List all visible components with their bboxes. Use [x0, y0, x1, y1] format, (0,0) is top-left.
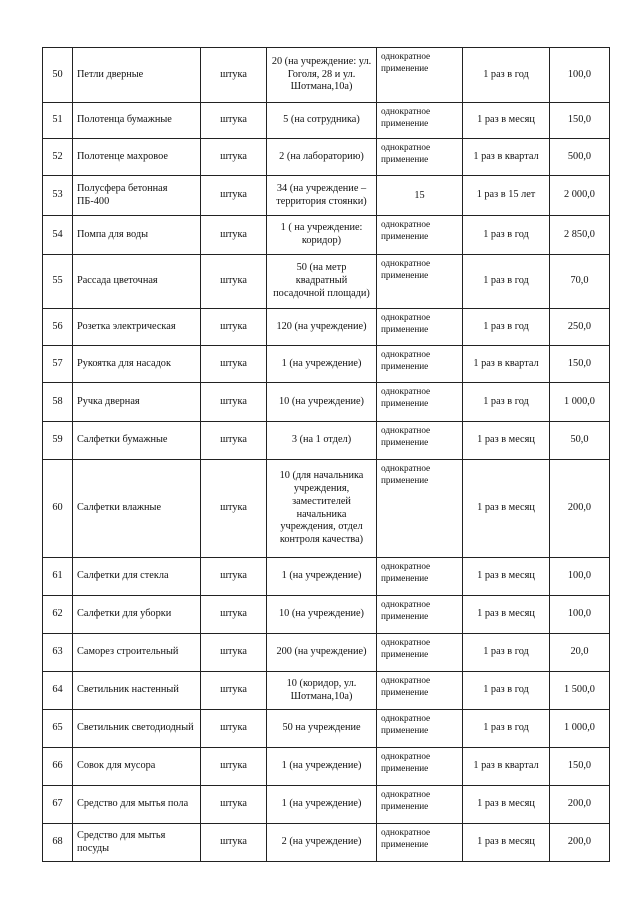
- frequency-cell: 1 раз в месяц: [463, 786, 550, 824]
- usage-term-cell: однократное применение: [377, 634, 463, 672]
- norms-table: [42, 47, 610, 862]
- frequency-cell: 1 раз в год: [463, 255, 550, 309]
- row-number-cell: 67: [43, 786, 73, 824]
- unit-of-measure-cell: штука: [201, 139, 267, 176]
- unit-of-measure-cell: штука: [201, 176, 267, 216]
- price-cell: 1 000,0: [550, 710, 610, 748]
- usage-term-cell: однократное применение: [377, 255, 463, 309]
- frequency-cell: 1 раз в год: [463, 216, 550, 255]
- price-cell: 100,0: [550, 558, 610, 596]
- table-row: [43, 786, 610, 824]
- quantity-cell: 50 на учреждение: [267, 710, 377, 748]
- table-row: [43, 634, 610, 672]
- quantity-cell: 1 (на учреждение): [267, 346, 377, 383]
- table-row: [43, 139, 610, 176]
- price-cell: 2 000,0: [550, 176, 610, 216]
- frequency-cell: 1 раз в год: [463, 672, 550, 710]
- row-number-cell: 54: [43, 216, 73, 255]
- unit-of-measure-cell: штука: [201, 672, 267, 710]
- quantity-cell: 3 (на 1 отдел): [267, 422, 377, 460]
- usage-term-cell: однократное применение: [377, 383, 463, 422]
- table-row: [43, 346, 610, 383]
- table-row: [43, 596, 610, 634]
- item-name-cell: Средство для мытья пола: [73, 786, 201, 824]
- table-row: [43, 672, 610, 710]
- price-cell: 150,0: [550, 103, 610, 139]
- unit-of-measure-cell: штука: [201, 422, 267, 460]
- row-number-cell: 63: [43, 634, 73, 672]
- quantity-cell: 5 (на сотрудника): [267, 103, 377, 139]
- quantity-cell: 1 (на учреждение): [267, 786, 377, 824]
- price-cell: 20,0: [550, 634, 610, 672]
- unit-of-measure-cell: штука: [201, 255, 267, 309]
- price-cell: 100,0: [550, 48, 610, 103]
- frequency-cell: 1 раз в год: [463, 634, 550, 672]
- unit-of-measure-cell: штука: [201, 786, 267, 824]
- row-number-cell: 61: [43, 558, 73, 596]
- row-number-cell: 53: [43, 176, 73, 216]
- row-number-cell: 62: [43, 596, 73, 634]
- usage-term-cell: однократное применение: [377, 139, 463, 176]
- item-name-cell: Помпа для воды: [73, 216, 201, 255]
- price-cell: 500,0: [550, 139, 610, 176]
- quantity-cell: 10 (для начальника учреждения, заместителей начальника учреждения, отдел контроля качества): [267, 460, 377, 558]
- row-number-cell: 68: [43, 824, 73, 862]
- usage-term-cell: однократное применение: [377, 710, 463, 748]
- unit-of-measure-cell: штука: [201, 710, 267, 748]
- usage-term-cell: однократное применение: [377, 824, 463, 862]
- row-number-cell: 66: [43, 748, 73, 786]
- unit-of-measure-cell: штука: [201, 748, 267, 786]
- item-name-cell: Рассада цветочная: [73, 255, 201, 309]
- item-name-cell: Полотенце махровое: [73, 139, 201, 176]
- row-number-cell: 55: [43, 255, 73, 309]
- table-row: [43, 216, 610, 255]
- item-name-cell: Светильник настенный: [73, 672, 201, 710]
- price-cell: 1 000,0: [550, 383, 610, 422]
- item-name-cell: Салфетки влажные: [73, 460, 201, 558]
- usage-term-cell: однократное применение: [377, 422, 463, 460]
- price-cell: 250,0: [550, 309, 610, 346]
- frequency-cell: 1 раз в год: [463, 383, 550, 422]
- row-number-cell: 58: [43, 383, 73, 422]
- frequency-cell: 1 раз в месяц: [463, 824, 550, 862]
- usage-term-cell: однократное применение: [377, 786, 463, 824]
- frequency-cell: 1 раз в месяц: [463, 558, 550, 596]
- quantity-cell: 34 (на учреждение – территория стоянки): [267, 176, 377, 216]
- row-number-cell: 59: [43, 422, 73, 460]
- quantity-cell: 1 (на учреждение): [267, 748, 377, 786]
- usage-term-cell: однократное применение: [377, 103, 463, 139]
- item-name-cell: Совок для мусора: [73, 748, 201, 786]
- item-name-cell: Рукоятка для насадок: [73, 346, 201, 383]
- frequency-cell: 1 раз в год: [463, 48, 550, 103]
- usage-term-cell: однократное применение: [377, 748, 463, 786]
- item-name-cell: Светильник светодиодный: [73, 710, 201, 748]
- table-row: [43, 309, 610, 346]
- unit-of-measure-cell: штука: [201, 460, 267, 558]
- table-row: [43, 748, 610, 786]
- unit-of-measure-cell: штука: [201, 596, 267, 634]
- table-body: [43, 48, 610, 862]
- quantity-cell: 200 (на учреждение): [267, 634, 377, 672]
- item-name-cell: Ручка дверная: [73, 383, 201, 422]
- row-number-cell: 52: [43, 139, 73, 176]
- item-name-cell: Салфетки бумажные: [73, 422, 201, 460]
- quantity-cell: 2 (на учреждение): [267, 824, 377, 862]
- usage-term-cell: однократное применение: [377, 596, 463, 634]
- frequency-cell: 1 раз в год: [463, 309, 550, 346]
- price-cell: 200,0: [550, 460, 610, 558]
- row-number-cell: 56: [43, 309, 73, 346]
- unit-of-measure-cell: штука: [201, 558, 267, 596]
- usage-term-cell: однократное применение: [377, 460, 463, 558]
- usage-term-cell: однократное применение: [377, 672, 463, 710]
- unit-of-measure-cell: штука: [201, 634, 267, 672]
- frequency-cell: 1 раз в квартал: [463, 139, 550, 176]
- row-number-cell: 65: [43, 710, 73, 748]
- usage-term-cell: однократное применение: [377, 216, 463, 255]
- table-row: [43, 383, 610, 422]
- unit-of-measure-cell: штука: [201, 216, 267, 255]
- item-name-cell: Салфетки для стекла: [73, 558, 201, 596]
- row-number-cell: 64: [43, 672, 73, 710]
- unit-of-measure-cell: штука: [201, 824, 267, 862]
- item-name-cell: Салфетки для уборки: [73, 596, 201, 634]
- item-name-cell: Средство для мытья посуды: [73, 824, 201, 862]
- unit-of-measure-cell: штука: [201, 48, 267, 103]
- quantity-cell: 1 ( на учреждение: коридор): [267, 216, 377, 255]
- quantity-cell: 50 (на метр квадратный посадочной площади): [267, 255, 377, 309]
- frequency-cell: 1 раз в месяц: [463, 103, 550, 139]
- item-name-cell: Полусфера бетонная ПБ-400: [73, 176, 201, 216]
- price-cell: 2 850,0: [550, 216, 610, 255]
- usage-term-cell: 15: [377, 176, 463, 216]
- table-row: [43, 422, 610, 460]
- quantity-cell: 120 (на учреждение): [267, 309, 377, 346]
- quantity-cell: 1 (на учреждение): [267, 558, 377, 596]
- row-number-cell: 60: [43, 460, 73, 558]
- frequency-cell: 1 раз в месяц: [463, 596, 550, 634]
- price-cell: 1 500,0: [550, 672, 610, 710]
- price-cell: 150,0: [550, 346, 610, 383]
- row-number-cell: 57: [43, 346, 73, 383]
- table-row: [43, 824, 610, 862]
- price-cell: 200,0: [550, 786, 610, 824]
- quantity-cell: 20 (на учреждение: ул. Гоголя, 28 и ул. Шотмана,10а): [267, 48, 377, 103]
- item-name-cell: Саморез строительный: [73, 634, 201, 672]
- usage-term-cell: однократное применение: [377, 48, 463, 103]
- row-number-cell: 50: [43, 48, 73, 103]
- price-cell: 200,0: [550, 824, 610, 862]
- unit-of-measure-cell: штука: [201, 383, 267, 422]
- table-row: [43, 558, 610, 596]
- frequency-cell: 1 раз в месяц: [463, 422, 550, 460]
- price-cell: 100,0: [550, 596, 610, 634]
- item-name-cell: Полотенца бумажные: [73, 103, 201, 139]
- table-row: [43, 710, 610, 748]
- row-number-cell: 51: [43, 103, 73, 139]
- table-row: [43, 103, 610, 139]
- price-cell: 70,0: [550, 255, 610, 309]
- quantity-cell: 10 (на учреждение): [267, 596, 377, 634]
- price-cell: 50,0: [550, 422, 610, 460]
- item-name-cell: Петли дверные: [73, 48, 201, 103]
- frequency-cell: 1 раз в месяц: [463, 460, 550, 558]
- table-row: [43, 176, 610, 216]
- price-cell: 150,0: [550, 748, 610, 786]
- frequency-cell: 1 раз в квартал: [463, 346, 550, 383]
- usage-term-cell: однократное применение: [377, 309, 463, 346]
- quantity-cell: 10 (коридор, ул. Шотмана,10а): [267, 672, 377, 710]
- usage-term-cell: однократное применение: [377, 346, 463, 383]
- table-row: [43, 48, 610, 103]
- unit-of-measure-cell: штука: [201, 346, 267, 383]
- table-row: [43, 255, 610, 309]
- frequency-cell: 1 раз в год: [463, 710, 550, 748]
- item-name-cell: Розетка электрическая: [73, 309, 201, 346]
- frequency-cell: 1 раз в квартал: [463, 748, 550, 786]
- usage-term-cell: однократное применение: [377, 558, 463, 596]
- quantity-cell: 2 (на лабораторию): [267, 139, 377, 176]
- unit-of-measure-cell: штука: [201, 103, 267, 139]
- unit-of-measure-cell: штука: [201, 309, 267, 346]
- frequency-cell: 1 раз в 15 лет: [463, 176, 550, 216]
- table-row: [43, 460, 610, 558]
- quantity-cell: 10 (на учреждение): [267, 383, 377, 422]
